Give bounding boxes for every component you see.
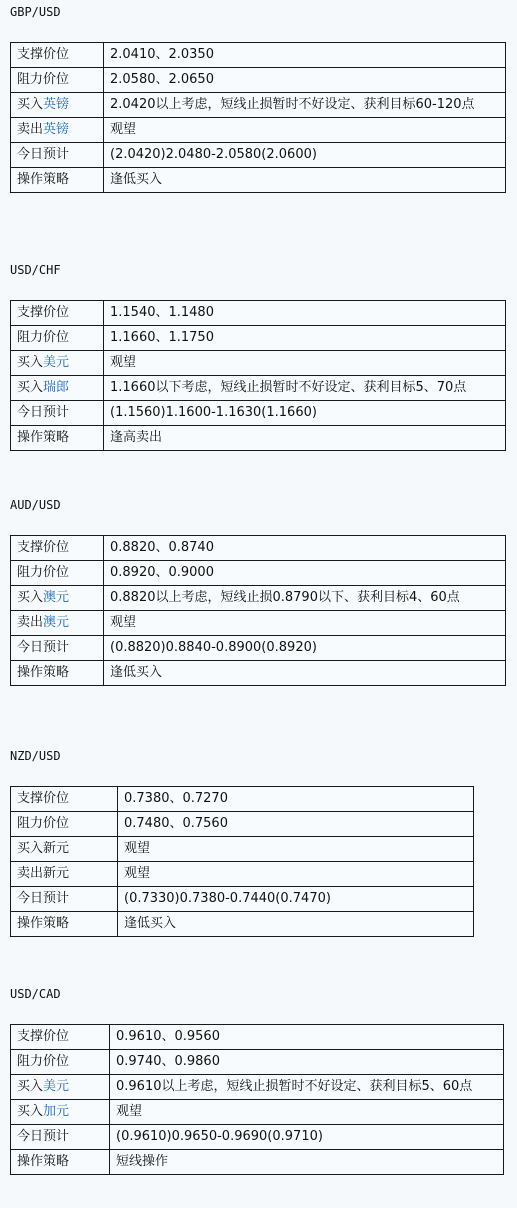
value-text: 逢低买入: [110, 172, 163, 187]
table-row: [11, 376, 506, 401]
value-text: (0.9610)0.9650-0.9690(0.9710): [116, 1129, 323, 1144]
row-value: [104, 376, 506, 401]
label-text: 今日预计: [17, 405, 70, 420]
row-label: [11, 887, 118, 912]
table-row: [11, 586, 506, 611]
row-label: [11, 426, 104, 451]
value-text: (0.7330)0.7380-0.7440(0.7470): [124, 891, 331, 906]
label-text: 支撑价位: [17, 1029, 70, 1044]
table-row: [11, 1075, 504, 1100]
value-text: 逢低买入: [124, 916, 177, 931]
label-text: 支撑价位: [17, 540, 70, 555]
row-label: [11, 561, 104, 586]
label-text: 今日预计: [17, 891, 70, 906]
table-row: [11, 862, 474, 887]
table-row: [11, 426, 506, 451]
label-link[interactable]: 美元: [43, 355, 70, 370]
value-text: (0.8820)0.8840-0.8900(0.8920): [110, 640, 317, 655]
row-value: [104, 351, 506, 376]
value-text: 观望: [124, 866, 151, 881]
value-text: 2.0580、2.0650: [110, 72, 214, 87]
row-label: [11, 1050, 110, 1075]
table-row: [11, 611, 506, 636]
row-value: [104, 168, 506, 193]
row-label: [11, 351, 104, 376]
value-text: (1.1560)1.1600-1.1630(1.1660): [110, 405, 317, 420]
value-text: 0.7380、0.7270: [124, 791, 228, 806]
row-value: [104, 301, 506, 326]
table-row: [11, 118, 506, 143]
quote-table-aud-usd: [10, 535, 506, 686]
row-value: [104, 611, 506, 636]
row-label: [11, 787, 118, 812]
table-row: [11, 636, 506, 661]
label-link[interactable]: 澳元: [43, 615, 70, 630]
table-row: [11, 912, 474, 937]
value-text: 0.8820以上考虑，短线止损0.8790以下、获利目标4、60点: [110, 590, 460, 605]
row-label: [11, 912, 118, 937]
table-row: [11, 787, 474, 812]
row-label: [11, 1125, 110, 1150]
row-value: [110, 1025, 504, 1050]
row-label: [11, 536, 104, 561]
label-text: 今日预计: [17, 147, 70, 162]
row-label: [11, 1025, 110, 1050]
row-label: [11, 118, 104, 143]
row-value: [104, 68, 506, 93]
table-row: [11, 351, 506, 376]
value-text: 短线操作: [116, 1154, 169, 1169]
row-value: [104, 661, 506, 686]
row-label: [11, 611, 104, 636]
table-row: [11, 143, 506, 168]
value-text: 1.1660以下考虑，短线止损暂时不好设定、获利目标5、70点: [110, 380, 467, 395]
label-text: 操作策略: [17, 172, 70, 187]
row-label: [11, 1100, 110, 1125]
section-title-nzd-usd: NZD/USD: [10, 749, 61, 763]
table-row: [11, 301, 506, 326]
table-row: [11, 536, 506, 561]
quote-table-usd-cad: [10, 1024, 504, 1175]
quote-table-nzd-usd: [10, 786, 474, 937]
value-text: 0.9740、0.9860: [116, 1054, 220, 1069]
row-value: [118, 787, 474, 812]
label-text: 买入: [17, 380, 44, 395]
row-value: [104, 118, 506, 143]
value-text: 观望: [116, 1104, 143, 1119]
value-text: 观望: [110, 615, 137, 630]
table-row: [11, 837, 474, 862]
label-text: 操作策略: [17, 916, 70, 931]
label-link[interactable]: 澳元: [43, 590, 70, 605]
table-row: [11, 1150, 504, 1175]
row-label: [11, 1075, 110, 1100]
label-text: 操作策略: [17, 430, 70, 445]
label-text: 买入: [17, 590, 44, 605]
value-text: 1.1660、1.1750: [110, 330, 214, 345]
section-title-usd-cad: USD/CAD: [10, 987, 61, 1001]
label-link[interactable]: 英镑: [43, 97, 70, 112]
label-text: 支撑价位: [17, 47, 70, 62]
value-text: 0.9610以上考虑，短线止损暂时不好设定、获利目标5、60点: [116, 1079, 473, 1094]
label-text: 卖出: [17, 615, 44, 630]
row-value: [104, 401, 506, 426]
label-text: 买入: [17, 355, 44, 370]
label-link[interactable]: 加元: [43, 1104, 70, 1119]
value-text: 逢高卖出: [110, 430, 163, 445]
label-text: 阻力价位: [17, 816, 70, 831]
table-row: [11, 93, 506, 118]
table-row: [11, 887, 474, 912]
table-row: [11, 1050, 504, 1075]
row-label: [11, 68, 104, 93]
row-value: [104, 636, 506, 661]
row-label: [11, 636, 104, 661]
row-value: [104, 43, 506, 68]
label-text: 阻力价位: [17, 330, 70, 345]
quote-table-gbp-usd: [10, 42, 506, 193]
label-text: 卖出: [17, 122, 44, 137]
row-label: [11, 812, 118, 837]
value-text: 0.8820、0.8740: [110, 540, 214, 555]
label-text: 支撑价位: [17, 791, 70, 806]
row-value: [104, 586, 506, 611]
value-text: 1.1540、1.1480: [110, 305, 214, 320]
label-text: 阻力价位: [17, 565, 70, 580]
quote-table-usd-chf: [10, 300, 506, 451]
row-value: [118, 837, 474, 862]
row-value: [118, 887, 474, 912]
label-text: 今日预计: [17, 1129, 70, 1144]
table-row: [11, 401, 506, 426]
row-value: [110, 1150, 504, 1175]
row-label: [11, 586, 104, 611]
row-value: [110, 1050, 504, 1075]
row-label: [11, 837, 118, 862]
row-value: [110, 1075, 504, 1100]
label-text: 支撑价位: [17, 305, 70, 320]
value-text: (2.0420)2.0480-2.0580(2.0600): [110, 147, 317, 162]
section-title-usd-chf: USD/CHF: [10, 263, 61, 277]
label-text: 今日预计: [17, 640, 70, 655]
section-title-aud-usd: AUD/USD: [10, 498, 61, 512]
label-text: 操作策略: [17, 665, 70, 680]
table-row: [11, 1100, 504, 1125]
label-link[interactable]: 瑞郎: [43, 380, 70, 395]
label-link[interactable]: 英镑: [43, 122, 70, 137]
table-row: [11, 43, 506, 68]
value-text: 逢低买入: [110, 665, 163, 680]
label-text: 买入: [17, 1079, 44, 1094]
value-text: 观望: [110, 355, 137, 370]
value-text: 2.0410、2.0350: [110, 47, 214, 62]
row-label: [11, 43, 104, 68]
row-label: [11, 376, 104, 401]
value-text: 观望: [124, 841, 151, 856]
table-row: [11, 661, 506, 686]
label-text: 买入: [17, 97, 44, 112]
label-text: 买入: [17, 1104, 44, 1119]
row-value: [110, 1125, 504, 1150]
row-label: [11, 401, 104, 426]
row-value: [118, 862, 474, 887]
value-text: 2.0420以上考虑，短线止损暂时不好设定、获利目标60-120点: [110, 97, 475, 112]
row-value: [104, 426, 506, 451]
table-row: [11, 1025, 504, 1050]
row-label: [11, 168, 104, 193]
row-value: [110, 1100, 504, 1125]
label-link[interactable]: 美元: [43, 1079, 70, 1094]
label-text: 操作策略: [17, 1154, 70, 1169]
label-text: 阻力价位: [17, 1054, 70, 1069]
table-row: [11, 168, 506, 193]
value-text: 0.8920、0.9000: [110, 565, 214, 580]
row-value: [104, 326, 506, 351]
row-label: [11, 93, 104, 118]
row-label: [11, 143, 104, 168]
row-label: [11, 661, 104, 686]
row-value: [104, 93, 506, 118]
row-value: [104, 536, 506, 561]
section-title-gbp-usd: GBP/USD: [10, 5, 61, 19]
table-row: [11, 561, 506, 586]
row-label: [11, 1150, 110, 1175]
row-value: [104, 143, 506, 168]
table-row: [11, 68, 506, 93]
row-value: [118, 912, 474, 937]
row-label: [11, 326, 104, 351]
value-text: 观望: [110, 122, 137, 137]
row-label: [11, 862, 118, 887]
label-text: 买入新元: [17, 841, 70, 856]
row-value: [118, 812, 474, 837]
table-row: [11, 1125, 504, 1150]
row-label: [11, 301, 104, 326]
label-text: 阻力价位: [17, 72, 70, 87]
row-value: [104, 561, 506, 586]
value-text: 0.7480、0.7560: [124, 816, 228, 831]
label-text: 卖出新元: [17, 866, 70, 881]
table-row: [11, 326, 506, 351]
table-row: [11, 812, 474, 837]
value-text: 0.9610、0.9560: [116, 1029, 220, 1044]
